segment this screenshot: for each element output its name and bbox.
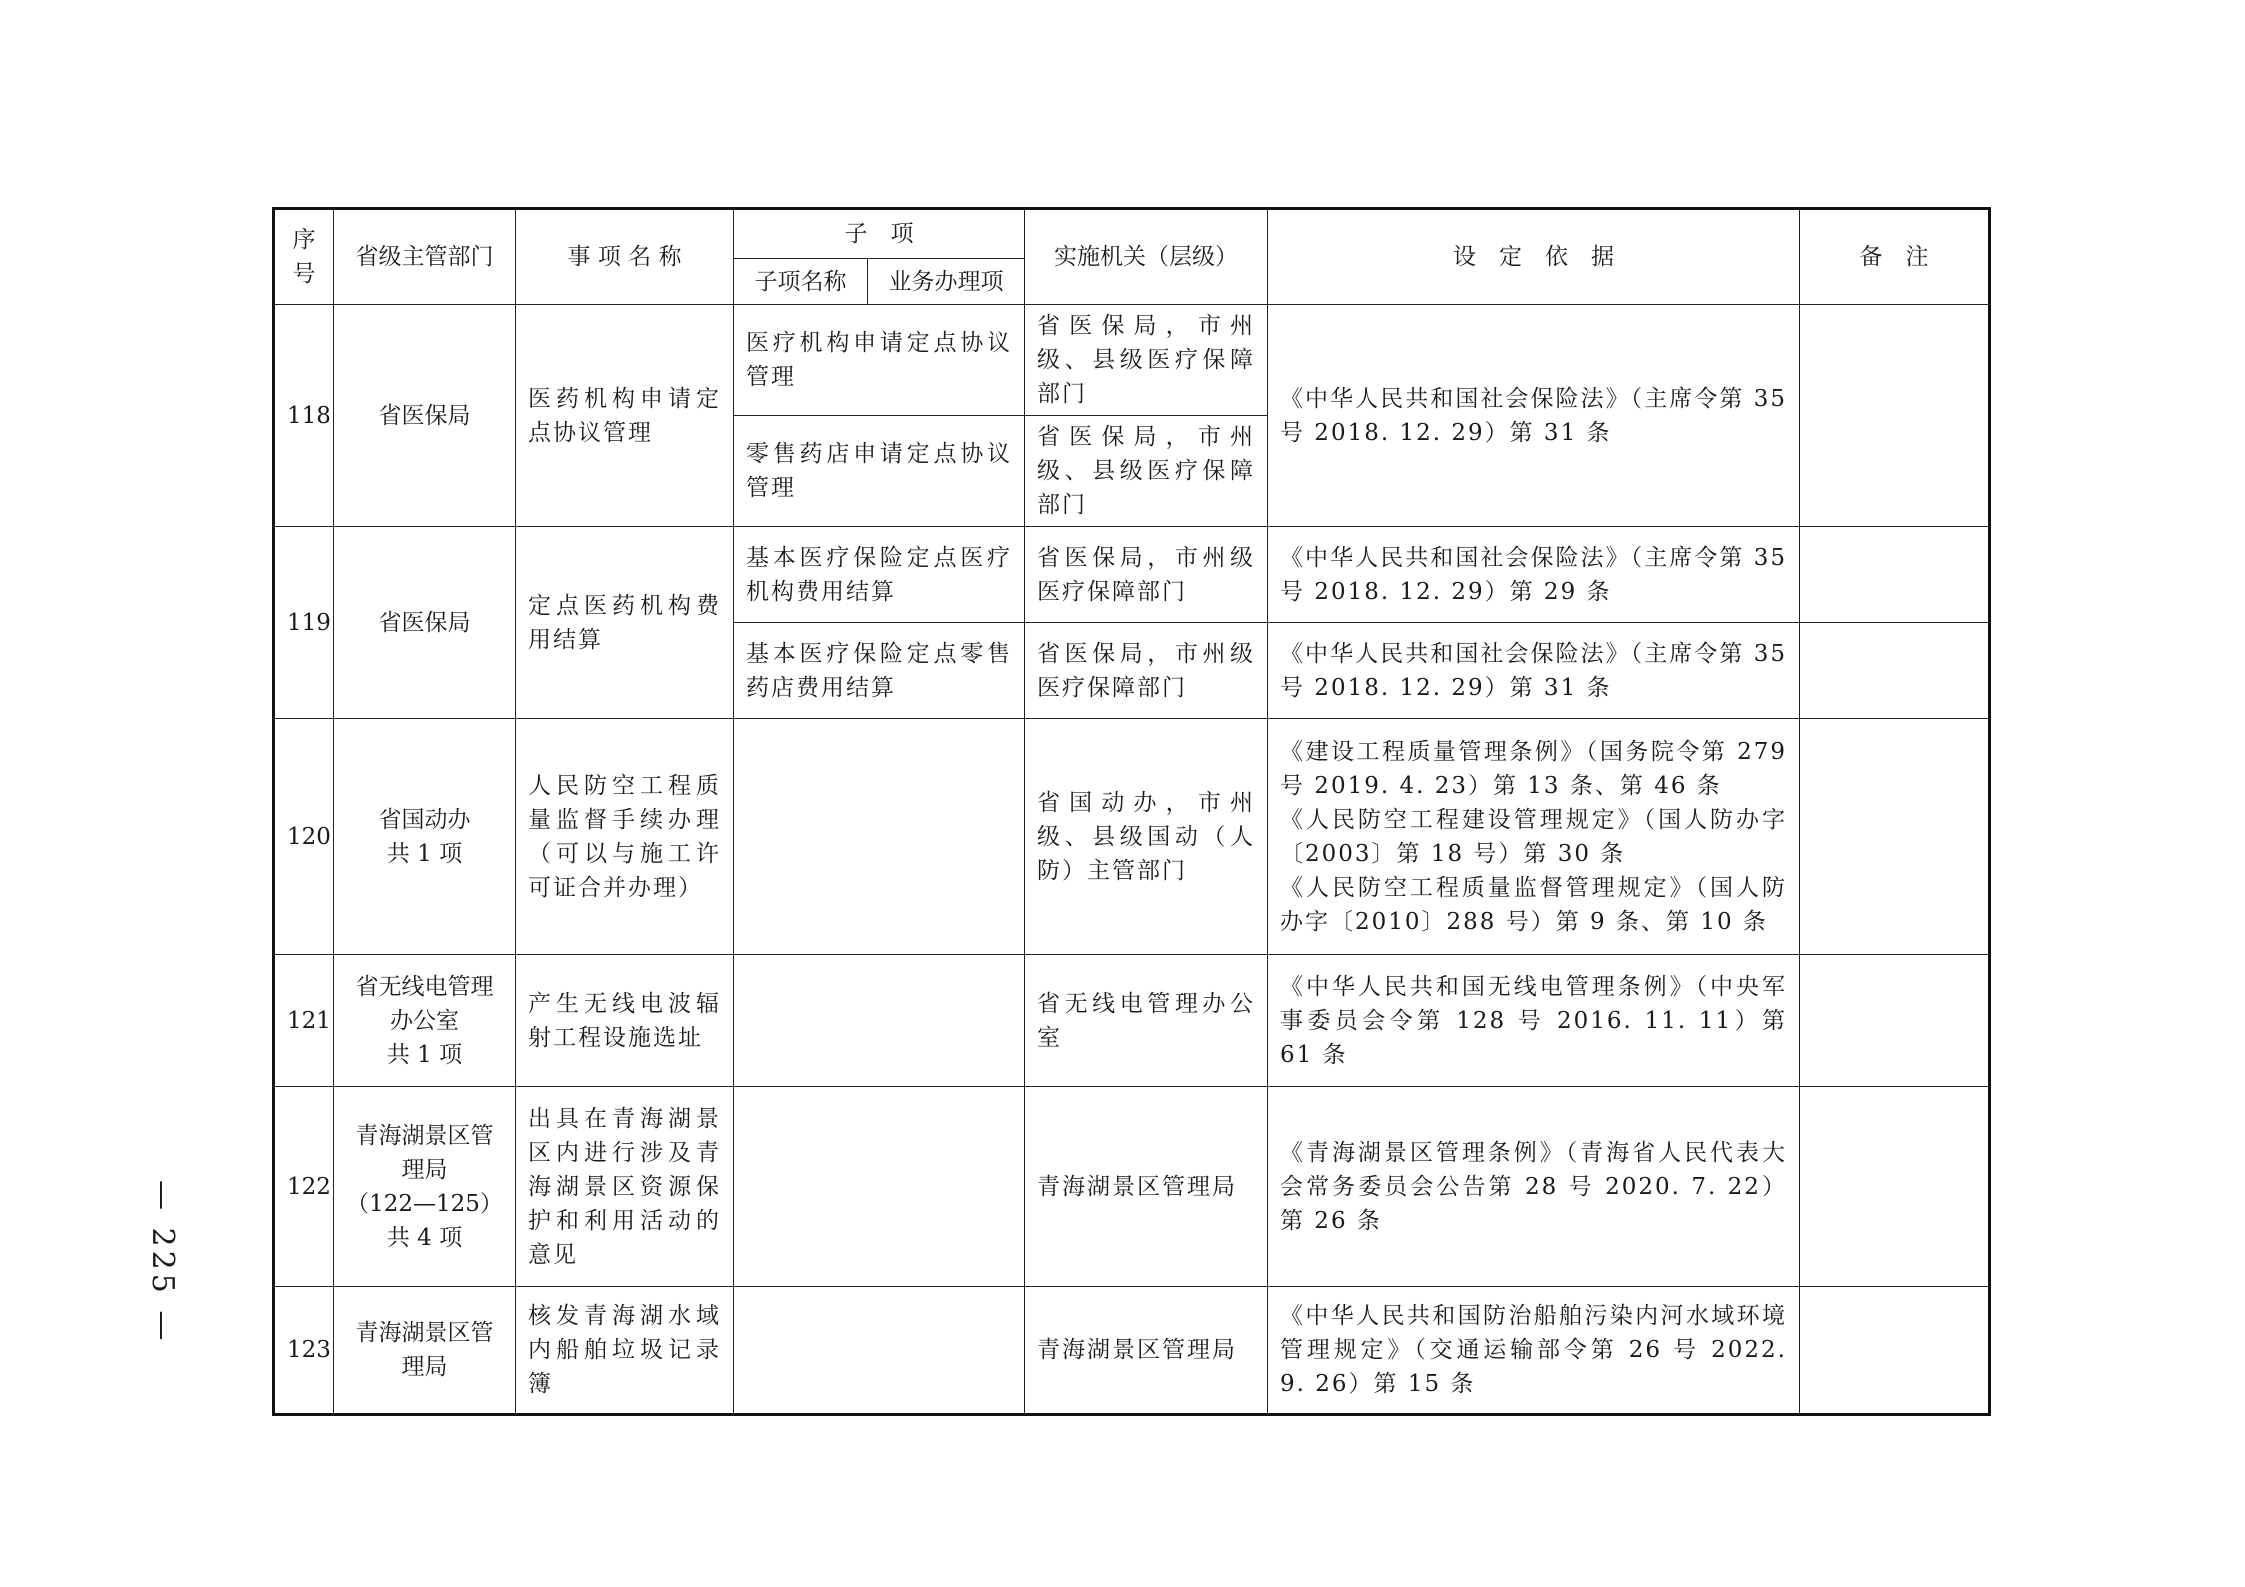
header-agency: 实施机关（层级） xyxy=(1025,209,1268,305)
cell-dept: 省医保局 xyxy=(334,305,516,527)
header-sub-name: 子项名称 xyxy=(734,259,868,305)
cell-note xyxy=(1800,623,1990,719)
cell-note xyxy=(1800,527,1990,623)
table-row xyxy=(274,1287,1990,1415)
table-row xyxy=(274,719,1990,955)
table-row xyxy=(274,305,1990,416)
cell-agency: 省医保局，市州级、县级医疗保障部门 xyxy=(1025,416,1268,527)
cell-sub-name xyxy=(734,1287,1025,1415)
cell-item: 核发青海湖水域内船舶垃圾记录簿 xyxy=(516,1287,734,1415)
cell-basis: 《中华人民共和国社会保险法》（主席令第 35 号 2018. 12. 29）第 29 条 xyxy=(1268,527,1800,623)
header-sub: 子 项 xyxy=(734,209,1025,259)
cell-sub-name xyxy=(734,1087,1025,1287)
header-dept: 省级主管部门 xyxy=(334,209,516,305)
cell-item: 出具在青海湖景区内进行涉及青海湖景区资源保护和利用活动的意见 xyxy=(516,1087,734,1287)
cell-basis: 《中华人民共和国无线电管理条例》（中央军事委员会令第 128 号 2016. 11. 11）第 61 条 xyxy=(1268,955,1800,1087)
cell-item: 医药机构申请定点协议管理 xyxy=(516,305,734,527)
matters-table xyxy=(272,207,1991,1416)
cell-agency: 省国动办，市州级、县级国动（人防）主管部门 xyxy=(1025,719,1268,955)
table-row xyxy=(274,527,1990,623)
cell-dept xyxy=(334,955,516,1087)
basis-line: 《建设工程质量管理条例》（国务院令第 279 号 2019. 4. 23）第 13 条、第 46 条 xyxy=(1280,738,1787,799)
cell-item: 产生无线电波辐射工程设施选址 xyxy=(516,955,734,1087)
cell-note xyxy=(1800,719,1990,955)
dept-name: 省国动办 xyxy=(378,806,471,833)
cell-agency: 省医保局，市州级医疗保障部门 xyxy=(1025,623,1268,719)
cell-basis xyxy=(1268,719,1800,955)
cell-seq: 123 xyxy=(274,1287,334,1415)
cell-sub-name xyxy=(734,719,1025,955)
cell-dept xyxy=(334,1087,516,1287)
dept-count: 共 1 项 xyxy=(386,840,463,867)
cell-note xyxy=(1800,1087,1990,1287)
cell-dept: 青海湖景区管理局 xyxy=(334,1287,516,1415)
cell-agency: 省医保局，市州级医疗保障部门 xyxy=(1025,527,1268,623)
cell-seq: 121 xyxy=(274,955,334,1087)
dept-range: （122—125） xyxy=(346,1190,503,1217)
cell-dept xyxy=(334,719,516,955)
table-row xyxy=(274,955,1990,1087)
cell-basis: 《青海湖景区管理条例》（青海省人民代表大会常务委员会公告第 28 号 2020. 7. 22）第 26 条 xyxy=(1268,1087,1800,1287)
cell-agency: 省医保局，市州级、县级医疗保障部门 xyxy=(1025,305,1268,416)
header-sub-business: 业务办理项 xyxy=(868,259,1025,305)
cell-sub-name: 基本医疗保险定点医疗机构费用结算 xyxy=(734,527,1025,623)
cell-item: 人民防空工程质量监督手续办理（可以与施工许可证合并办理） xyxy=(516,719,734,955)
cell-dept: 省医保局 xyxy=(334,527,516,719)
cell-seq: 122 xyxy=(274,1087,334,1287)
cell-sub-name xyxy=(734,955,1025,1087)
dept-count: 共 1 项 xyxy=(386,1041,463,1068)
header-basis: 设 定 依 据 xyxy=(1268,209,1800,305)
table-row xyxy=(274,1087,1990,1287)
cell-seq: 120 xyxy=(274,719,334,955)
cell-agency: 青海湖景区管理局 xyxy=(1025,1287,1268,1415)
cell-note xyxy=(1800,1287,1990,1415)
cell-seq: 118 xyxy=(274,305,334,527)
dept-name: 省无线电管理办公室 xyxy=(355,973,494,1034)
cell-basis: 《中华人民共和国社会保险法》（主席令第 35 号 2018. 12. 29）第 31 条 xyxy=(1268,623,1800,719)
header-seq: 序号 xyxy=(274,209,334,305)
dept-name: 青海湖景区管理局 xyxy=(355,1122,494,1183)
cell-sub-name: 医疗机构申请定点协议管理 xyxy=(734,305,1025,416)
cell-note xyxy=(1800,955,1990,1087)
cell-agency: 省无线电管理办公室 xyxy=(1025,955,1268,1087)
header-item: 事 项 名 称 xyxy=(516,209,734,305)
cell-basis: 《中华人民共和国防治船舶污染内河水域环境管理规定》（交通运输部令第 26 号 2022. 9. 26）第 15 条 xyxy=(1268,1287,1800,1415)
cell-note xyxy=(1800,305,1990,527)
cell-sub-name: 零售药店申请定点协议管理 xyxy=(734,416,1025,527)
page-number: — 225 — xyxy=(145,1180,180,1345)
dept-count: 共 4 项 xyxy=(386,1224,463,1251)
cell-sub-name: 基本医疗保险定点零售药店费用结算 xyxy=(734,623,1025,719)
cell-basis: 《中华人民共和国社会保险法》（主席令第 35 号 2018. 12. 29）第 31 条 xyxy=(1268,305,1800,527)
basis-line: 《人民防空工程建设管理规定》（国人防办字〔2003〕第 18 号）第 30 条 xyxy=(1280,806,1787,867)
header-note: 备 注 xyxy=(1800,209,1990,305)
cell-agency: 青海湖景区管理局 xyxy=(1025,1087,1268,1287)
basis-line: 《人民防空工程质量监督管理规定》（国人防办字〔2010〕288 号）第 9 条、第 10 条 xyxy=(1280,874,1787,935)
cell-seq: 119 xyxy=(274,527,334,719)
cell-item: 定点医药机构费用结算 xyxy=(516,527,734,719)
